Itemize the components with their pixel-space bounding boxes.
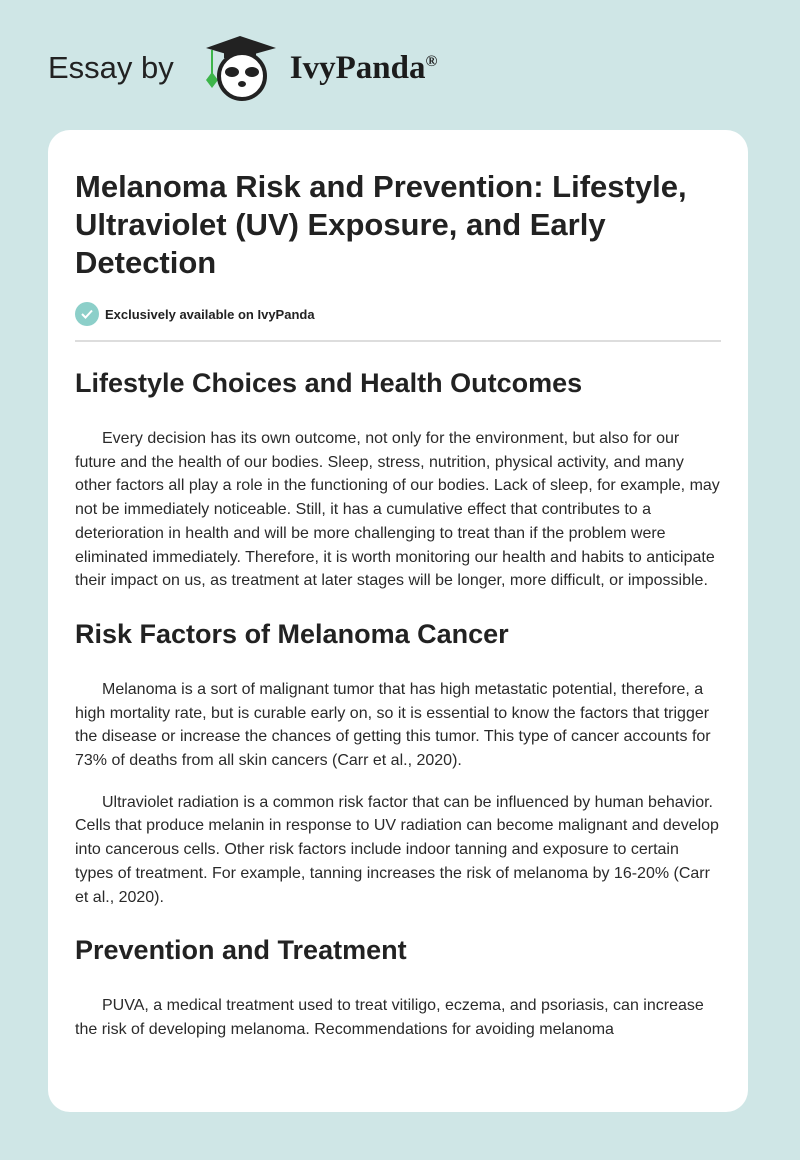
check-icon <box>75 302 99 326</box>
registered-mark: ® <box>425 52 438 70</box>
exclusive-label: Exclusively available on IvyPanda <box>105 306 315 322</box>
section-heading: Lifestyle Choices and Health Outcomes <box>75 368 583 398</box>
paragraph: Melanoma is a sort of malignant tumor that has high metastatic potential, therefore, a high mortality rate, but is curable early on, so it is essential to know the factors that trigger the disease or increase the chances of getting this tumor. This type of cancer accounts for 73% of deaths from all skin cancers (Carr et al., 2020). <box>75 680 711 770</box>
panda-logo-icon[interactable] <box>196 32 284 104</box>
essay-title: Melanoma Risk and Prevention: Lifestyle, Ultraviolet (UV) Exposure, and Early Detection <box>75 169 687 280</box>
brand-name[interactable] <box>290 50 438 87</box>
essay-by-label: Essay by <box>48 50 174 85</box>
paragraph: Every decision has its own outcome, not only for the environment, but also for our future and the health of our bodies. Sleep, stress, nutrition, physical activity, and many other factors all play a role in the functioning of our bodies. Lack of sleep, for example, may not be immediately noticeable. Still, it has a cumulative effect that contributes to a deterioration in health and will be more challenging to treat than if the problem were eliminated immediately. Therefore, it is worth monitoring our health and habits to anticipate their impact on us, as treatment at later stages will be longer, more difficult, or impossible. <box>75 430 720 590</box>
paragraph: Ultraviolet radiation is a common risk factor that can be influenced by human behavior. Cells that produce melanin in response to UV radiation can become malignant and develop into cancerous cells. Other risk factors include indoor tanning and exposure to certain types of treatment. For example, tanning increases the risk of melanoma by 16-20% (Carr et al., 2020). <box>75 793 719 906</box>
brand-text: IvyPanda <box>289 49 426 86</box>
site-header <box>48 38 437 98</box>
section-heading: Risk Factors of Melanoma Cancer <box>75 618 509 649</box>
section-heading: Prevention and Treatment <box>75 935 407 966</box>
exclusive-badge <box>75 302 721 342</box>
essay-card <box>48 130 748 1112</box>
paragraph: PUVA, a medical treatment used to treat vitiligo, eczema, and psoriasis, can increase the risk of developing melanoma. Recommendations for avoiding melanoma <box>75 997 704 1038</box>
